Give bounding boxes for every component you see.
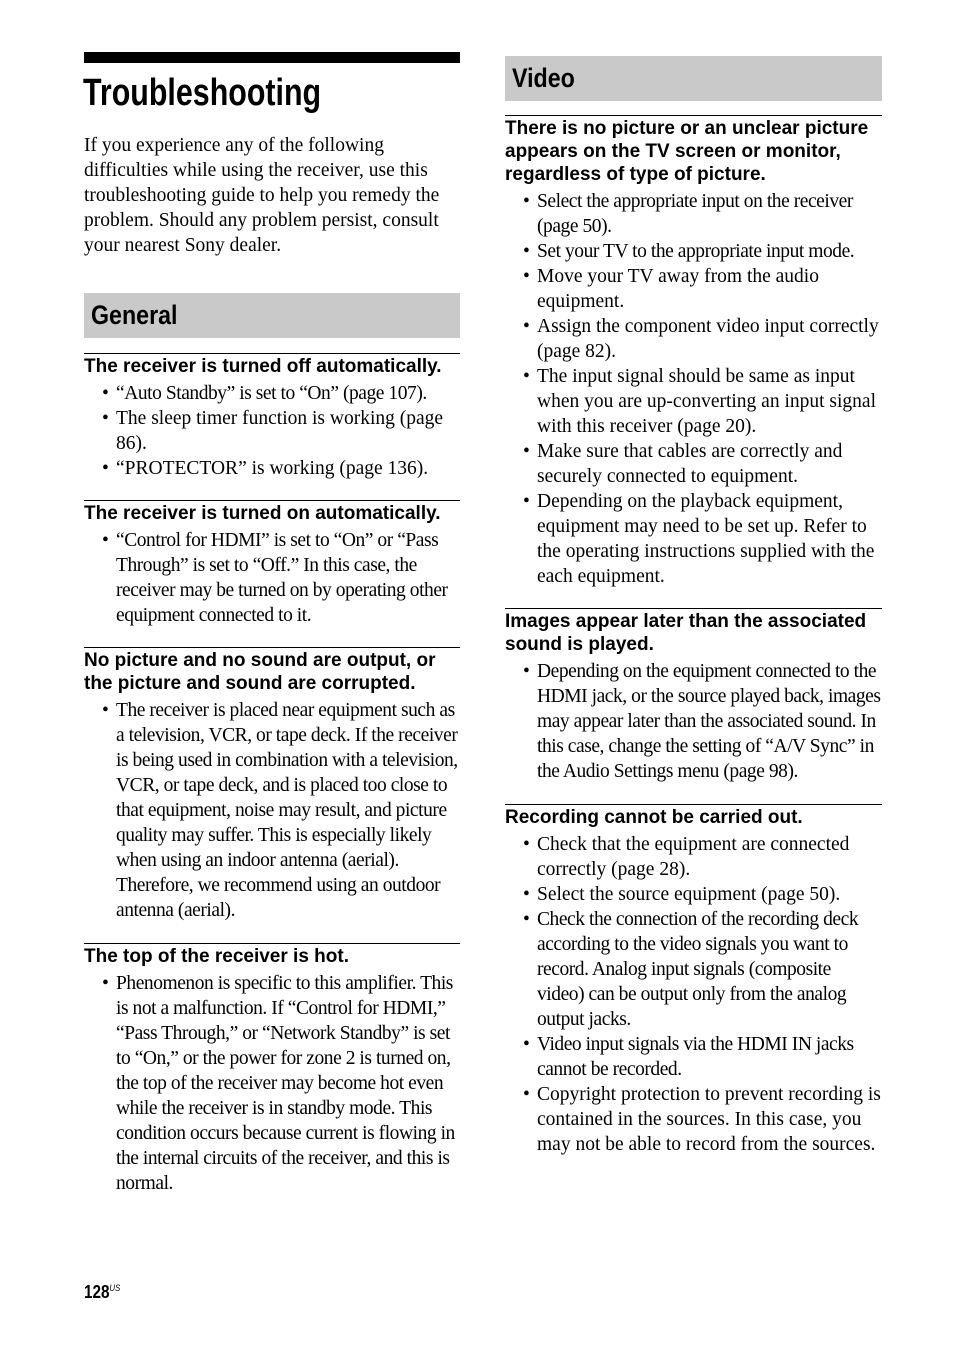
list-item: • Set your TV to the appropriate input mode. <box>505 239 882 264</box>
list-item: • Check that the equipment are connected correctly (page 28). <box>505 832 882 882</box>
topic-no-picture <box>505 115 882 589</box>
section-header-video <box>505 56 882 101</box>
topic-heading: No picture and no sound are output, or the picture and sound are corrupted. <box>84 650 436 694</box>
list-item: • Make sure that cables are correctly and securely connected to equipment. <box>505 439 882 489</box>
page-number <box>84 1282 120 1303</box>
list-item: • Check the connection of the recording deck according to the video signals you want to record. Analog input signals (composite video) can be output only from the analog output jacks. <box>505 907 882 1032</box>
right-column <box>505 56 882 1157</box>
list-item: • The receiver is placed near equipment such as a television, VCR, or tape deck. If the receiver is being used in combination with a television, VCR, or tape deck, and is placed too close to that equipment, noise may result, and picture quality may suffer. This is especially likely when using an indoor antenna (aerial). Therefore, we recommend using an outdoor antenna (aerial). <box>84 698 460 923</box>
bullet-list <box>84 528 460 628</box>
bullet-list <box>84 971 460 1196</box>
list-item: • Select the source equipment (page 50). <box>505 882 882 907</box>
topic-turned-off <box>84 353 460 481</box>
page-number-suffix: US <box>109 1283 121 1293</box>
topic-heading: There is no picture or an unclear picture appears on the TV screen or monitor, regardless of type of picture. <box>505 118 869 185</box>
list-item: • Phenomenon is specific to this amplifier. This is not a malfunction. If “Control for HDMI,” “Pass Through,” or “Network Standby” is set to “On,” or the power for zone 2 is turned on, the top of the receiver may become hot even while the receiver is in standby mode. This condition occurs because current is flowing in the internal circuits of the receiver, and this is normal. <box>84 971 460 1196</box>
list-item: • Video input signals via the HDMI IN jacks cannot be recorded. <box>505 1032 882 1082</box>
topic-heading: Images appear later than the associated sound is played. <box>505 611 867 655</box>
list-item: • “PROTECTOR” is working (page 136). <box>84 456 460 481</box>
section-header-general <box>84 293 460 338</box>
list-item: • “Control for HDMI” is set to “On” or “Pass Through” is set to “Off.” In this case, the receiver may be turned on by operating other equipment connected to it. <box>84 528 460 628</box>
topic-turned-on <box>84 500 460 628</box>
topic-no-picture-no-sound <box>84 647 460 923</box>
page-number-value: 128 <box>84 1282 110 1302</box>
topic-heading: The receiver is turned off automatically. <box>84 356 442 377</box>
left-column <box>84 52 460 1196</box>
topic-recording <box>505 804 882 1157</box>
bullet-list <box>505 189 882 589</box>
topic-images-later <box>505 608 882 784</box>
list-item: • The sleep timer function is working (page 86). <box>84 406 460 456</box>
list-item: • Depending on the equipment connected to the HDMI jack, or the source played back, images may appear later than the associated sound. In this case, change the setting of “A/V Sync” in the Audio Settings menu (page 98). <box>505 659 882 784</box>
list-item: • The input signal should be same as input when you are up-converting an input signal with this receiver (page 20). <box>505 364 882 439</box>
list-item: • Select the appropriate input on the receiver (page 50). <box>505 189 882 239</box>
bullet-list <box>84 381 460 481</box>
topic-top-hot <box>84 943 460 1196</box>
list-item: • Depending on the playback equipment, equipment may need to be set up. Refer to the operating instructions supplied with the each equipment. <box>505 489 882 589</box>
intro-paragraph: If you experience any of the following difficulties while using the receiver, use this troubleshooting guide to help you remedy the problem. Should any problem persist, consult your nearest Sony dealer. <box>84 135 440 256</box>
topic-heading: The receiver is turned on automatically. <box>84 503 441 524</box>
section-title: General <box>91 300 178 330</box>
title-rule <box>84 52 460 63</box>
page-title: Troubleshooting <box>83 72 322 114</box>
list-item: • Move your TV away from the audio equipment. <box>505 264 882 314</box>
bullet-list <box>84 698 460 923</box>
topic-heading: The top of the receiver is hot. <box>84 946 349 967</box>
list-item: • “Auto Standby” is set to “On” (page 107). <box>84 381 460 406</box>
bullet-list <box>505 832 882 1157</box>
list-item: • Copyright protection to prevent recording is contained in the sources. In this case, you may not be able to record from the sources. <box>505 1082 882 1157</box>
section-title: Video <box>512 63 575 93</box>
topic-heading: Recording cannot be carried out. <box>505 807 803 828</box>
list-item: • Assign the component video input correctly (page 82). <box>505 314 882 364</box>
bullet-list <box>505 659 882 784</box>
